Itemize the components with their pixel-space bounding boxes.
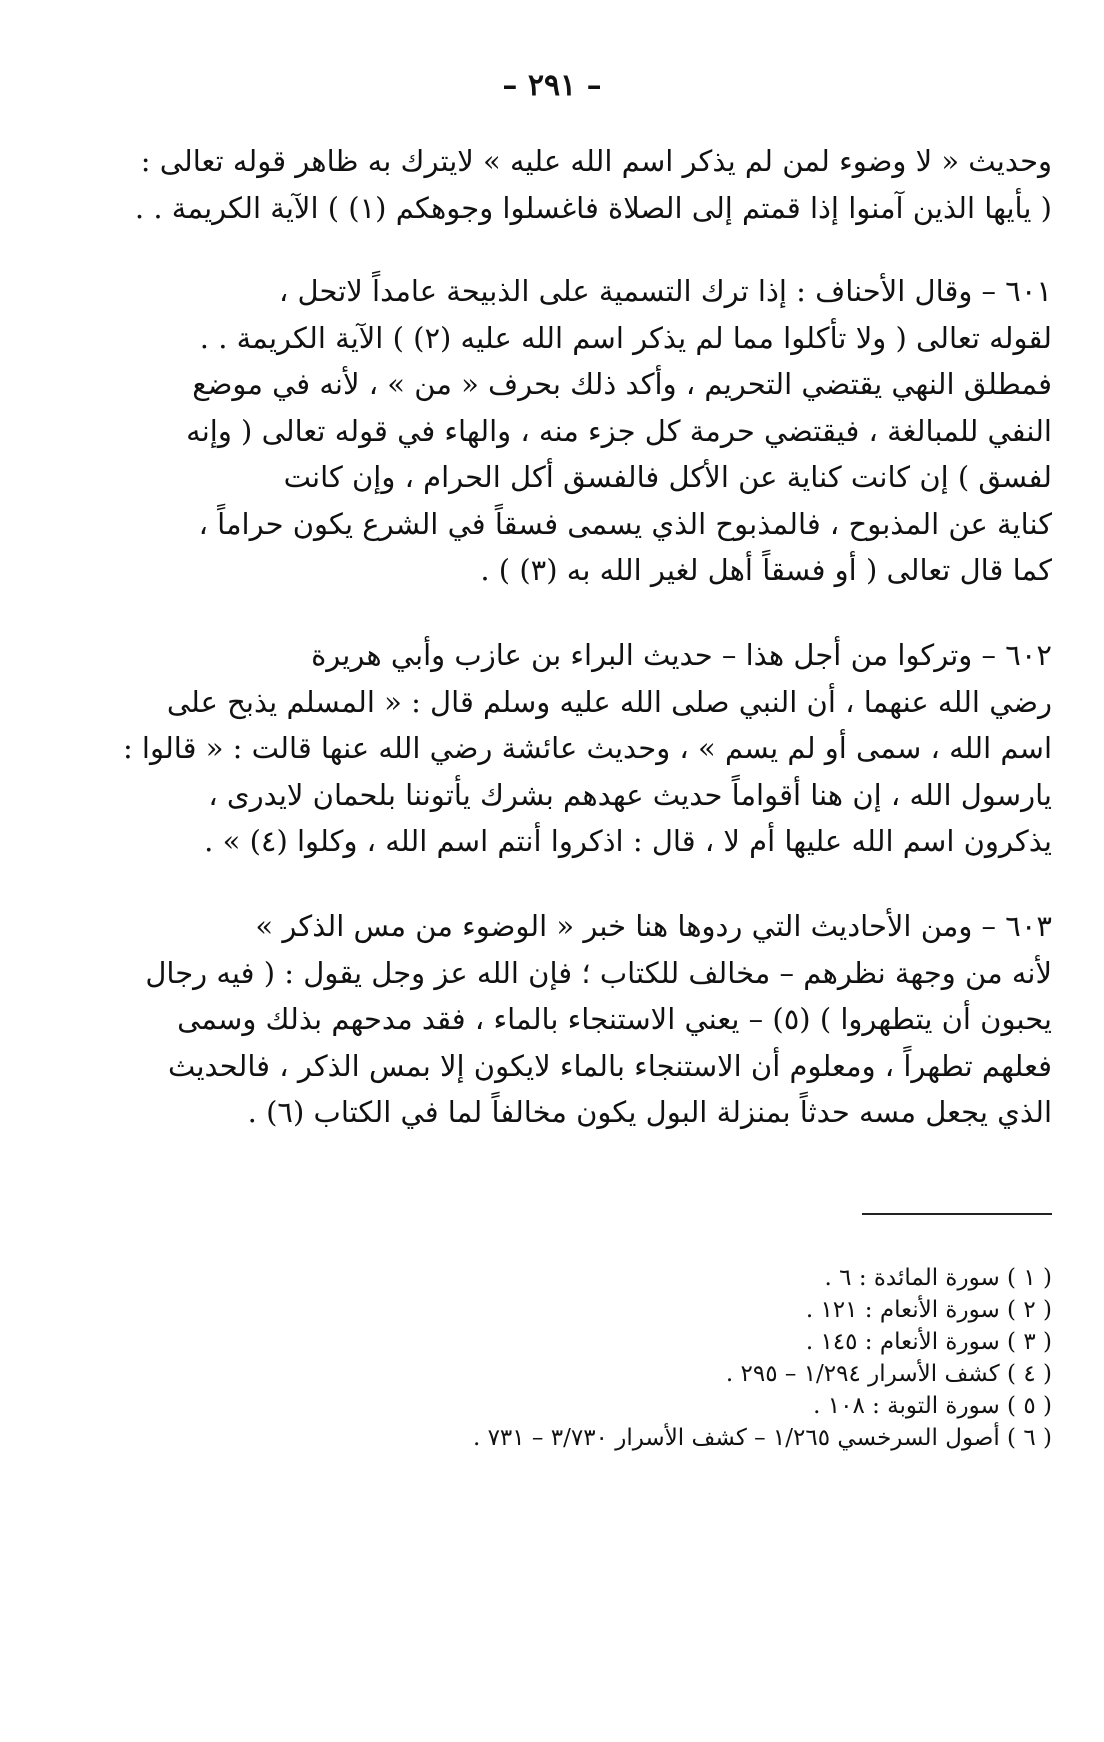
footnotes	[352, 1262, 1052, 1454]
page-number: – ٢٩١ –	[502, 68, 602, 103]
text-line: يحبون أن يتطهروا ) (٥) – يعني الاستنجاء بالماء ، فقد مدحهم بذلك وسمى	[177, 1002, 1052, 1036]
text-line: الذي يجعل مسه حدثاً بمنزلة البول يكون مخالفاً لما في الكتاب (٦) .	[247, 1095, 1052, 1129]
text-line: اسم الله ، سمى أو لم يسم » ، وحديث عائشة رضي الله عنها قالت : « قالوا :	[122, 731, 1052, 765]
text-line: ( يأيها الذين آمنوا إذا قمتم إلى الصلاة فاغسلوا وجوهكم (١) ) الآية الكريمة . .	[134, 190, 1052, 225]
text-line: يذكرون اسم الله عليها أم لا ، قال : اذكروا أنتم اسم الله ، وكلوا (٤) » .	[204, 824, 1052, 858]
footnote-1: ( ١ ) سورة المائدة : ٦ .	[824, 1265, 1052, 1291]
text-line: ٦٠١ – وقال الأحناف : إذا ترك التسمية على الذبيحة عامداً لاتحل ،	[278, 274, 1052, 308]
footnote-6: ( ٦ ) أصول السرخسي ١/٢٦٥ – كشف الأسرار ٣/٧٣٠ – ٧٣١ .	[472, 1425, 1052, 1451]
footnote-4: ( ٤ ) كشف الأسرار ١/٢٩٤ – ٢٩٥ .	[725, 1361, 1052, 1387]
text-line: يارسول الله ، إن هنا أقواماً حديث عهدهم بشرك يأتوننا بلحمان لايدرى ،	[208, 777, 1052, 812]
footnote-3: ( ٣ ) سورة الأنعام : ١٤٥ .	[805, 1329, 1052, 1355]
footnote-divider	[862, 1213, 1052, 1215]
text-line: وحديث « لا وضوء لمن لم يذكر اسم الله عليه » لايترك به ظاهر قوله تعالى :	[140, 144, 1052, 178]
footnote-5: ( ٥ ) سورة التوبة : ١٠٨ .	[813, 1393, 1052, 1419]
text-line: لقوله تعالى ( ولا تأكلوا مما لم يذكر اسم الله عليه (٢) ) الآية الكريمة . .	[199, 320, 1052, 355]
footnote-2: ( ٢ ) سورة الأنعام : ١٢١ .	[805, 1297, 1052, 1323]
text-line: النفي للمبالغة ، فيقتضي حرمة كل جزء منه ، والهاء في قوله تعالى ( وإنه	[186, 413, 1052, 448]
paragraph-603	[52, 903, 1052, 1136]
text-line: ٦٠٢ – وتركوا من أجل هذا – حديث البراء بن عازب وأبي هريرة	[311, 638, 1052, 672]
text-line: ٦٠٣ – ومن الأحاديث التي ردوها هنا خبر « الوضوء من مس الذكر »	[255, 909, 1052, 943]
text-line: كناية عن المذبوح ، فالمذبوح الذي يسمى فسقاً في الشرع يكون حراماً ،	[198, 506, 1052, 541]
text-line: لفسق ) إن كانت كناية عن الأكل فالفسق أكل الحرام ، وإن كانت	[283, 460, 1052, 494]
text-line: فعلهم تطهراً ، ومعلوم أن الاستنجاء بالماء لايكون إلا بمس الذكر ، فالحديث	[168, 1048, 1052, 1083]
text-line: كما قال تعالى ( أو فسقاً أهل لغير الله به (٣) ) .	[480, 553, 1052, 587]
text-line: رضي الله عنهما ، أن النبي صلى الله عليه وسلم قال : « المسلم يذبح على	[166, 684, 1052, 719]
paragraph-intro	[52, 138, 1052, 231]
paragraph-601	[52, 268, 1052, 594]
text-line: فمطلق النهي يقتضي التحريم ، وأكد ذلك بحرف « من » ، لأنه في موضع	[192, 367, 1052, 401]
text-line: لأنه من وجهة نظرهم – مخالف للكتاب ؛ فإن الله عز وجل يقول : ( فيه رجال	[145, 955, 1052, 990]
paragraph-602	[52, 632, 1052, 865]
